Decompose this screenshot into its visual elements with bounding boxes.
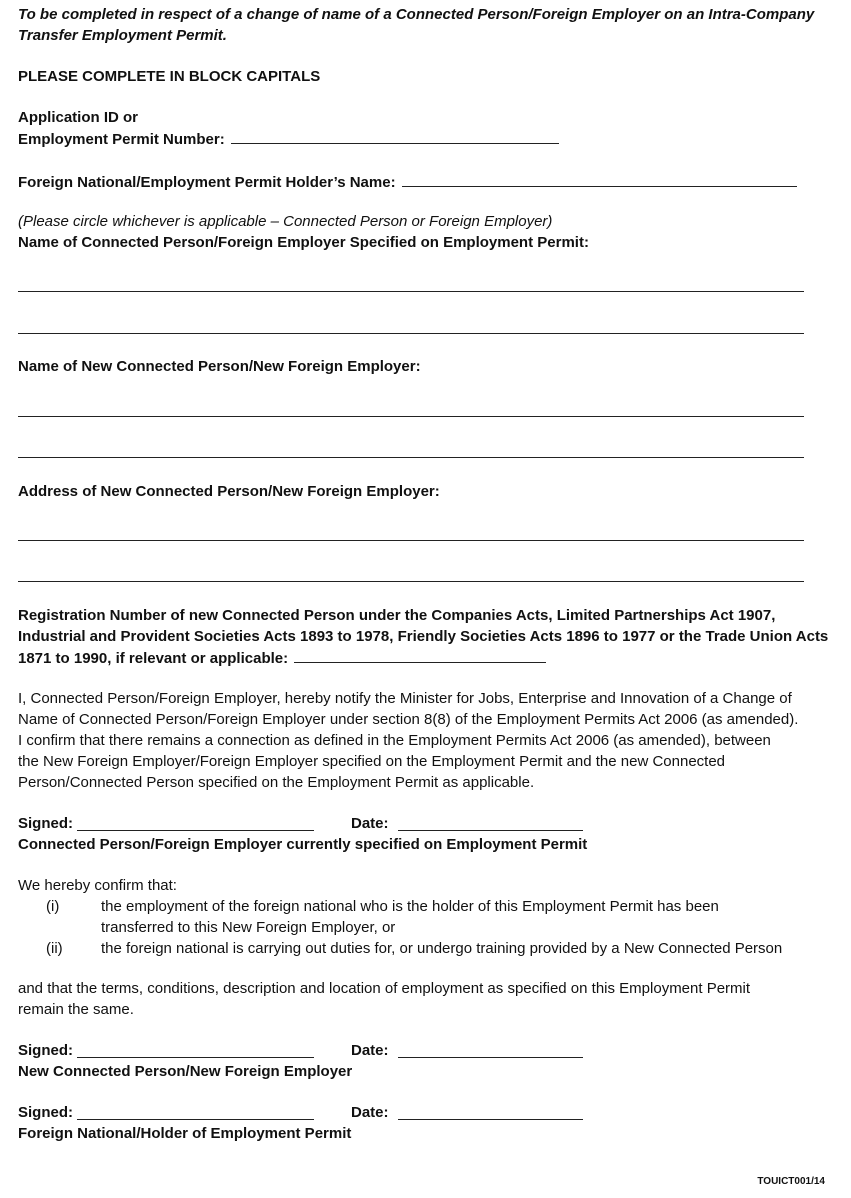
declaration-line-1: I, Connected Person/Foreign Employer, hereby notify the Minister for Jobs, Enterprise and Innovation of a Change of — [18, 690, 792, 707]
specified-name-field-1[interactable] — [18, 291, 804, 292]
registration-number-field[interactable] — [294, 648, 546, 663]
declaration-line-5: Person/Connected Person specified on the Employment Permit as applicable. — [18, 774, 535, 791]
application-id-label: Application ID or — [18, 109, 138, 126]
new-address-field-2[interactable] — [18, 581, 804, 582]
sign3-date-label: Date: — [351, 1104, 389, 1121]
holder-name-field[interactable] — [402, 172, 797, 187]
sign1-date-label: Date: — [351, 815, 389, 832]
employment-permit-number-text: Employment Permit Number: — [18, 131, 225, 148]
sign2-role: New Connected Person/New Foreign Employer — [18, 1063, 353, 1080]
new-address-field-1[interactable] — [18, 540, 804, 541]
terms-line-1: and that the terms, conditions, description and location of employment as specified on this Employment Permit — [18, 980, 751, 997]
sign1-signature-field[interactable] — [77, 830, 314, 831]
sign1-date-field[interactable] — [398, 830, 583, 831]
registration-line-2: Industrial and Provident Societies Acts 1893 to 1978, Friendly Societies Acts 1896 to 1977 or the Trade Union Acts — [18, 628, 829, 645]
sign3-signature-field[interactable] — [77, 1119, 314, 1120]
declaration-line-4: the New Foreign Employer/Foreign Employer specified on the Employment Permit and the new Connected — [18, 753, 726, 770]
form-code: TOUICT001/14 — [757, 1176, 825, 1187]
new-name-field-1[interactable] — [18, 416, 804, 417]
sign1-signed-label: Signed: — [18, 815, 73, 832]
confirm-item-1-number: (i) — [46, 898, 60, 915]
sign2-date-field[interactable] — [398, 1057, 583, 1058]
sign2-signed-label: Signed: — [18, 1042, 73, 1059]
confirm-item-1-line-1: the employment of the foreign national who is the holder of this Employment Permit has been — [101, 898, 719, 915]
registration-line-3 — [18, 648, 546, 669]
employment-permit-number-field[interactable] — [231, 129, 559, 144]
intro-line-1: To be completed in respect of a change of name of a Connected Person/Foreign Employer on an Intra-Company — [18, 6, 815, 23]
sign3-signed-label: Signed: — [18, 1104, 73, 1121]
declaration-line-2: Name of Connected Person/Foreign Employer under section 8(8) of the Employment Permits Act 2006 (as amended). — [18, 711, 799, 728]
intro-line-2: Transfer Employment Permit. — [18, 27, 227, 44]
circle-note: (Please circle whichever is applicable – Connected Person or Foreign Employer) — [18, 213, 553, 230]
sign2-signature-field[interactable] — [77, 1057, 314, 1058]
specified-name-field-2[interactable] — [18, 333, 804, 334]
specified-name-label: Name of Connected Person/Foreign Employer Specified on Employment Permit: — [18, 234, 589, 251]
registration-line-3-text: 1871 to 1990, if relevant or applicable: — [18, 650, 289, 667]
sign1-role: Connected Person/Foreign Employer currently specified on Employment Permit — [18, 836, 588, 853]
new-name-label: Name of New Connected Person/New Foreign Employer: — [18, 358, 421, 375]
holder-name-text: Foreign National/Employment Permit Holder’s Name: — [18, 174, 396, 191]
new-address-label: Address of New Connected Person/New Foreign Employer: — [18, 483, 440, 500]
confirm-item-2-number: (ii) — [46, 940, 63, 957]
sign2-date-label: Date: — [351, 1042, 389, 1059]
confirm-intro: We hereby confirm that: — [18, 877, 177, 894]
block-capitals-instruction: PLEASE COMPLETE IN BLOCK CAPITALS — [18, 68, 321, 85]
confirm-item-1-line-2: transferred to this New Foreign Employer, or — [101, 919, 396, 936]
new-name-field-2[interactable] — [18, 457, 804, 458]
confirm-item-2-line-1: the foreign national is carrying out duties for, or undergo training provided by a New Connected Person — [101, 940, 783, 957]
sign3-date-field[interactable] — [398, 1119, 583, 1120]
terms-line-2: remain the same. — [18, 1001, 134, 1018]
declaration-line-3: I confirm that there remains a connection as defined in the Employment Permits Act 2006 (as amended), between — [18, 732, 771, 749]
employment-permit-number-label — [18, 129, 559, 150]
registration-line-1: Registration Number of new Connected Person under the Companies Acts, Limited Partnerships Act 1907, — [18, 607, 776, 624]
sign3-role: Foreign National/Holder of Employment Permit — [18, 1125, 352, 1142]
holder-name-label — [18, 172, 797, 193]
